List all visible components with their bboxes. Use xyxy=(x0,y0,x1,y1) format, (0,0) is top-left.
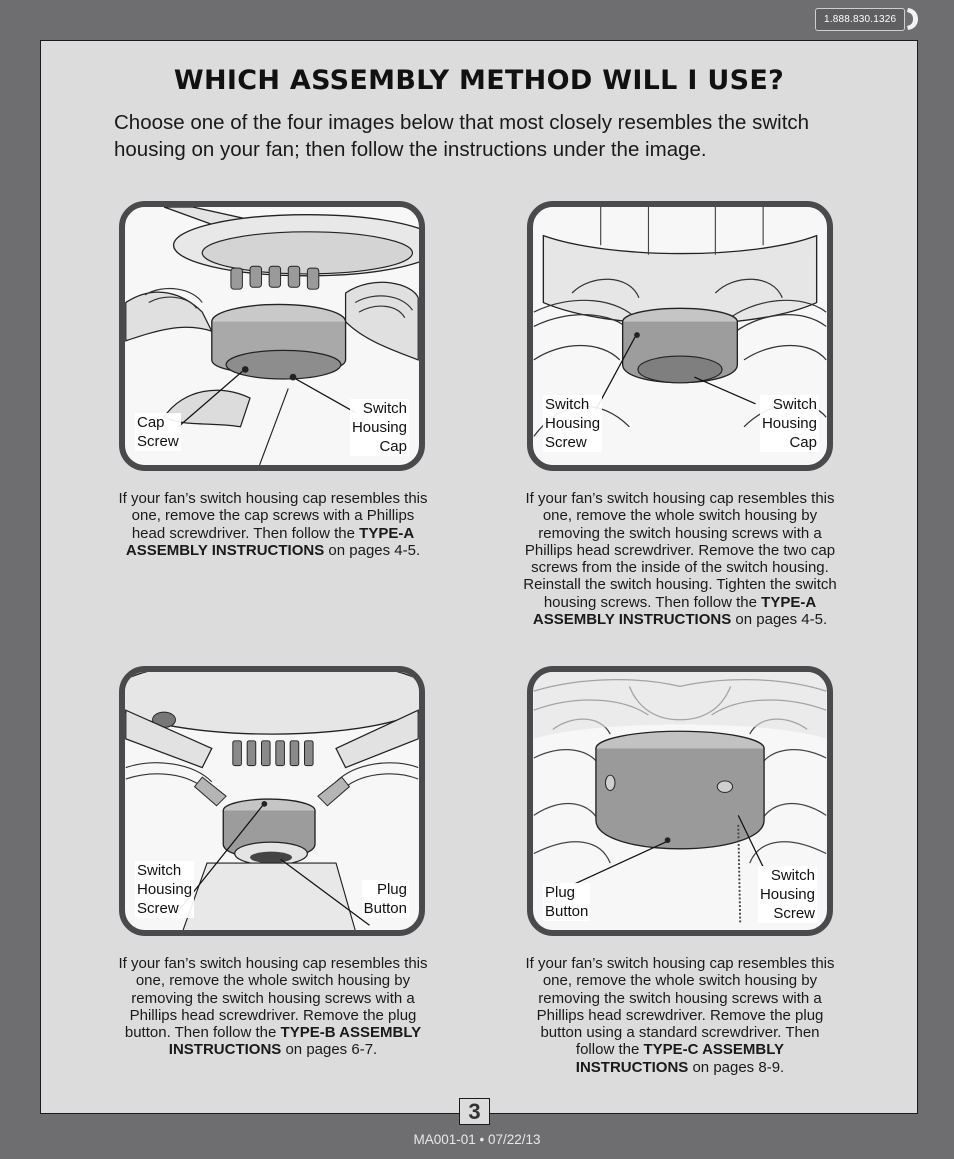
footer-doc-code: MA001-01 • 07/22/13 xyxy=(413,1132,541,1147)
page-panel xyxy=(40,40,918,1114)
caption-text: If your fan’s switch housing cap resembles this one, remove the whole switch housing by removing the switch housing screws with a Phillips head screwdriver. Remove the two cap screws from the inside of the switch housing. Reinstall the switch housing. Tighten the switch housing screws. Then follow the xyxy=(523,490,837,611)
plug-button-label: Plug Button xyxy=(363,881,407,917)
switch-housing-screw-label: Switch Housing Screw xyxy=(759,867,815,922)
fan-image-type-b xyxy=(119,666,425,936)
intro-text: Choose one of the four images below that most closely resembles the switch housing on your fan; then follow the instructions under the image. xyxy=(114,111,810,161)
phone-number: 1.888.830.1326 xyxy=(815,8,905,31)
phone-handset-icon xyxy=(904,5,920,33)
caption-emphasis: TYPE-B ASSEMBLY INSTRUCTIONS xyxy=(168,1024,422,1059)
fan-image-type-a-cap xyxy=(119,201,425,471)
switch-housing-screw-label: Switch Housing Screw xyxy=(545,396,601,451)
caption-emphasis: TYPE-C ASSEMBLY INSTRUCTIONS xyxy=(575,1041,785,1076)
caption-emphasis: TYPE-A ASSEMBLY INSTRUCTIONS xyxy=(532,593,817,629)
caption-text-end: on pages 4-5. xyxy=(731,611,828,629)
fan-image-type-a-housing xyxy=(527,201,833,471)
caption-text-end: on pages 4-5. xyxy=(324,541,421,559)
caption-text: If your fan’s switch housing cap resembles this one, remove the whole switch housing by removing the switch housing screws with a Phillips head screwdriver. Remove the plug button using a standard screwdriver. Then follow the xyxy=(525,955,835,1059)
caption-text-end: on pages 6-7. xyxy=(281,1041,378,1059)
caption-text-end: on pages 8-9. xyxy=(688,1058,785,1076)
fan-image-type-c xyxy=(527,666,833,936)
switch-housing-cap-label: Switch Housing Cap xyxy=(351,400,407,455)
caption-type-a-housing xyxy=(520,490,840,628)
switch-housing-screw-label: Switch Housing Screw xyxy=(137,862,193,917)
caption-text: If your fan’s switch housing cap resembles this one, remove the cap screws with a Phillips head screwdriver. Then follow the xyxy=(118,490,428,542)
plug-button-label: Plug Button xyxy=(545,884,589,920)
caption-type-c xyxy=(520,955,840,1076)
page-number: 3 xyxy=(459,1098,490,1125)
switch-housing-cap-label: Switch Housing Cap xyxy=(761,396,817,451)
caption-type-a-cap xyxy=(113,490,433,559)
caption-text: If your fan’s switch housing cap resembles this one, remove the whole switch housing by removing the switch housing screws with a Phillips head screwdriver. Remove the plug button. Then follow the xyxy=(118,955,428,1042)
caption-type-b xyxy=(113,955,433,1059)
page-title: WHICH ASSEMBLY METHOD WILL I USE? xyxy=(173,65,785,96)
caption-emphasis: TYPE-A ASSEMBLY INSTRUCTIONS xyxy=(125,524,415,559)
cap-screw-label: Cap Screw xyxy=(137,414,179,450)
